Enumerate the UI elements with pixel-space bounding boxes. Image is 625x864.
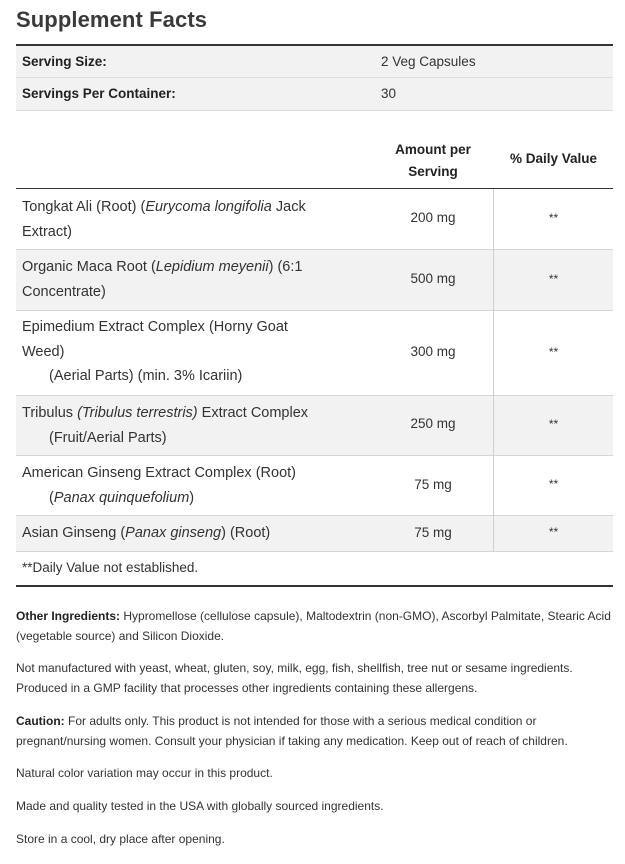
ingredient-name-text: Asian Ginseng ( <box>22 525 126 541</box>
ingredient-name <box>22 461 372 510</box>
color-variation-note: Natural color variation may occur in this product. <box>16 766 273 780</box>
page-title: Supplement Facts <box>16 7 208 32</box>
ingredient-name-text: Epimedium Extract Complex (Horny Goat <box>22 319 288 335</box>
ingredient-latin-name: Lepidium meyenii <box>155 259 269 275</box>
storage-note: Store in a cool, dry place after opening. <box>16 832 225 846</box>
ingredient-daily-value: ** <box>548 417 559 431</box>
caution-statement <box>16 712 616 751</box>
amount-per-serving-header <box>393 139 473 183</box>
ingredient-name <box>22 255 372 304</box>
ingredient-name <box>22 315 372 389</box>
other-ingredients <box>16 607 616 646</box>
ingredient-name <box>22 195 372 244</box>
serving-size-label: Serving Size: <box>22 54 107 69</box>
allergen-statement: Not manufactured with yeast, wheat, gluten, soy, milk, egg, fish, shellfish, tree nut or sesame ingredients. Produced in a GMP facility that processes other ingredients containing these allergens. <box>16 661 573 695</box>
daily-value-footnote: **Daily Value not established. <box>22 560 199 575</box>
servings-per-container-row <box>16 78 613 111</box>
table-row <box>16 189 613 250</box>
made-in-usa-note: Made and quality tested in the USA with globally sourced ingredients. <box>16 799 384 813</box>
ingredient-name-text: Tongkat Ali (Root) ( <box>22 199 146 215</box>
ingredient-name-text: Extract) <box>22 223 72 240</box>
serving-size-row <box>16 46 613 78</box>
amount-header-line2: Serving <box>408 164 458 179</box>
ingredient-latin-name: (Tribulus terrestris) <box>77 405 198 421</box>
servings-per-container-value: 30 <box>381 86 397 101</box>
ingredient-name-subtext: (Fruit/Aerial Parts) <box>49 429 167 446</box>
ingredient-latin-name: Panax quinquefolium <box>53 489 190 506</box>
table-row <box>16 456 613 516</box>
ingredient-name <box>22 401 372 450</box>
servings-per-container-label: Servings Per Container: <box>22 86 176 101</box>
ingredient-amount: 75 mg <box>414 477 452 492</box>
ingredient-name-text: Extract Complex <box>197 405 309 421</box>
column-divider <box>493 189 494 552</box>
ingredient-name-text: ) (6:1 <box>268 259 303 275</box>
ingredient-name-text: Jack <box>271 199 306 215</box>
ingredient-latin-name: Panax ginseng <box>125 525 222 541</box>
ingredient-daily-value: ** <box>548 211 559 225</box>
ingredient-daily-value: ** <box>548 525 559 539</box>
ingredient-latin-name: Eurycoma longifolia <box>145 199 272 215</box>
ingredient-amount: 250 mg <box>410 416 456 431</box>
bottom-divider <box>16 585 613 587</box>
ingredient-name-text: Weed) <box>22 343 65 360</box>
table-row <box>16 311 613 396</box>
table-row <box>16 516 613 552</box>
ingredient-daily-value: ** <box>548 272 559 286</box>
table-header <box>16 127 613 189</box>
table-row <box>16 396 613 456</box>
ingredient-amount: 300 mg <box>410 344 456 359</box>
ingredient-name-text: Concentrate) <box>22 283 106 300</box>
ingredient-name <box>22 521 372 546</box>
table-row <box>16 250 613 311</box>
ingredient-name-subtext: (Aerial Parts) (min. 3% Icariin) <box>49 368 243 384</box>
caution-label: Caution: <box>16 714 65 728</box>
ingredient-name-text: Tribulus <box>22 405 78 421</box>
ingredient-daily-value: ** <box>548 477 559 491</box>
amount-header-line1: Amount per <box>395 142 471 157</box>
other-ingredients-label: Other Ingredients: <box>16 609 121 623</box>
serving-size-value: 2 Veg Capsules <box>381 54 476 69</box>
caution-text: For adults only. This product is not intended for those with a serious medical condition or pregnant/nursing women. Consult your physician if taking any medication. Keep out of reach of children. <box>16 714 568 748</box>
paren-text: ) <box>189 489 195 506</box>
daily-value-header: % Daily Value <box>509 151 598 166</box>
ingredient-amount: 200 mg <box>410 210 456 225</box>
ingredient-name-text: Organic Maca Root ( <box>22 259 156 275</box>
paren-text: ( <box>49 489 54 506</box>
ingredient-name-text: ) (Root) <box>221 525 271 541</box>
ingredient-daily-value: ** <box>548 345 559 359</box>
ingredient-name-text: American Ginseng Extract Complex (Root) <box>22 465 296 481</box>
ingredient-name-subtext <box>22 486 372 511</box>
ingredient-amount: 500 mg <box>410 271 456 286</box>
other-ingredients-text: Hypromellose (cellulose capsule), Maltodextrin (non-GMO), Ascorbyl Palmitate, Stearic Acid (vegetable source) and Silicon Dioxide. <box>16 609 611 643</box>
ingredient-amount: 75 mg <box>414 525 452 540</box>
